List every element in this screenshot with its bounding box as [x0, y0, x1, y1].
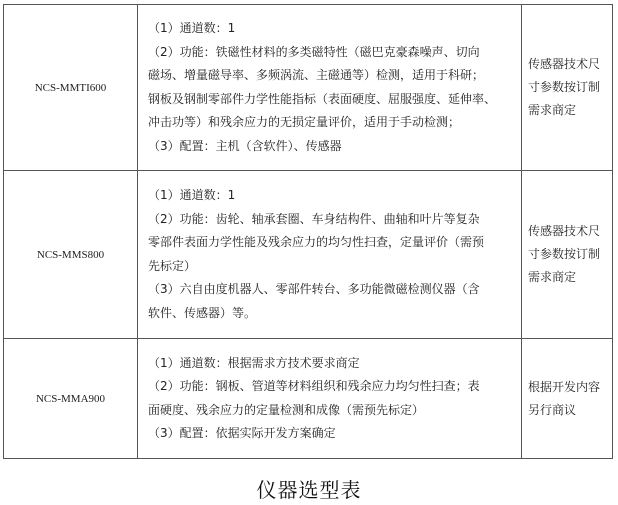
note-cell	[522, 339, 613, 459]
description-cell	[138, 339, 522, 459]
description-line: （1）通道数：1	[148, 21, 236, 35]
description-line: （1）通道数：根据需求方技术要求商定	[148, 355, 360, 370]
description-line: （3）六自由度机器人、零部件转台、多功能微磁检测仪器（含	[148, 282, 480, 296]
description-line: （3）配置：主机（含软件）、传感器	[148, 138, 342, 153]
table-row	[4, 171, 613, 339]
description-line: （2）功能：齿轮、轴承套圈、车身结构件、曲轴和叶片等复杂	[148, 211, 480, 226]
note-text: 根据开发内容另行商议	[528, 379, 601, 417]
description-line: （3）配置：依据实际开发方案确定	[148, 426, 336, 440]
table-row	[4, 5, 613, 171]
note-text: 传感器技术尺寸参数按订制需求商定	[528, 224, 601, 284]
table-caption: 仪器选型表	[256, 478, 362, 502]
description-line: 面硬度、残余应力的定量检测和成像（需预先标定）	[148, 402, 425, 417]
table-row	[4, 339, 613, 459]
model-cell	[4, 339, 138, 459]
description-line: 零部件表面力学性能及残余应力的均匀性扫查，定量评价（需预	[148, 235, 485, 249]
model-name: NCS-MMTI600	[34, 81, 107, 94]
description-line: 磁场、增量磁导率、多频涡流、主磁通等）检测，适用于科研；	[148, 68, 485, 82]
instrument-selection-table	[3, 4, 613, 459]
description-cell	[138, 171, 522, 339]
description-line: 钢板及钢制零部件力学性能指标（表面硬度、屈服强度、延伸率、	[148, 91, 497, 106]
spec-table	[3, 4, 613, 459]
description-line: （2）功能：铁磁性材料的多类磁特性（磁巴克豪森噪声、切向	[148, 44, 480, 59]
description-line: （2）功能：钢板、管道等材料组织和残余应力均匀性扫查；表	[148, 379, 480, 393]
description-line: 冲击功等）和残余应力的无损定量评价，适用于手动检测；	[148, 115, 461, 129]
note-cell	[522, 171, 613, 339]
note-cell	[522, 5, 613, 171]
model-name: NCS-MMS800	[36, 248, 105, 261]
description-line: 软件、传感器）等。	[148, 305, 257, 320]
description-line: 先标定）	[148, 258, 197, 273]
description-cell	[138, 5, 522, 171]
model-cell	[4, 171, 138, 339]
model-cell	[4, 5, 138, 171]
model-name: NCS-MMA900	[35, 392, 106, 405]
note-text: 传感器技术尺寸参数按订制需求商定	[528, 57, 601, 117]
description-line: （1）通道数：1	[148, 188, 236, 202]
